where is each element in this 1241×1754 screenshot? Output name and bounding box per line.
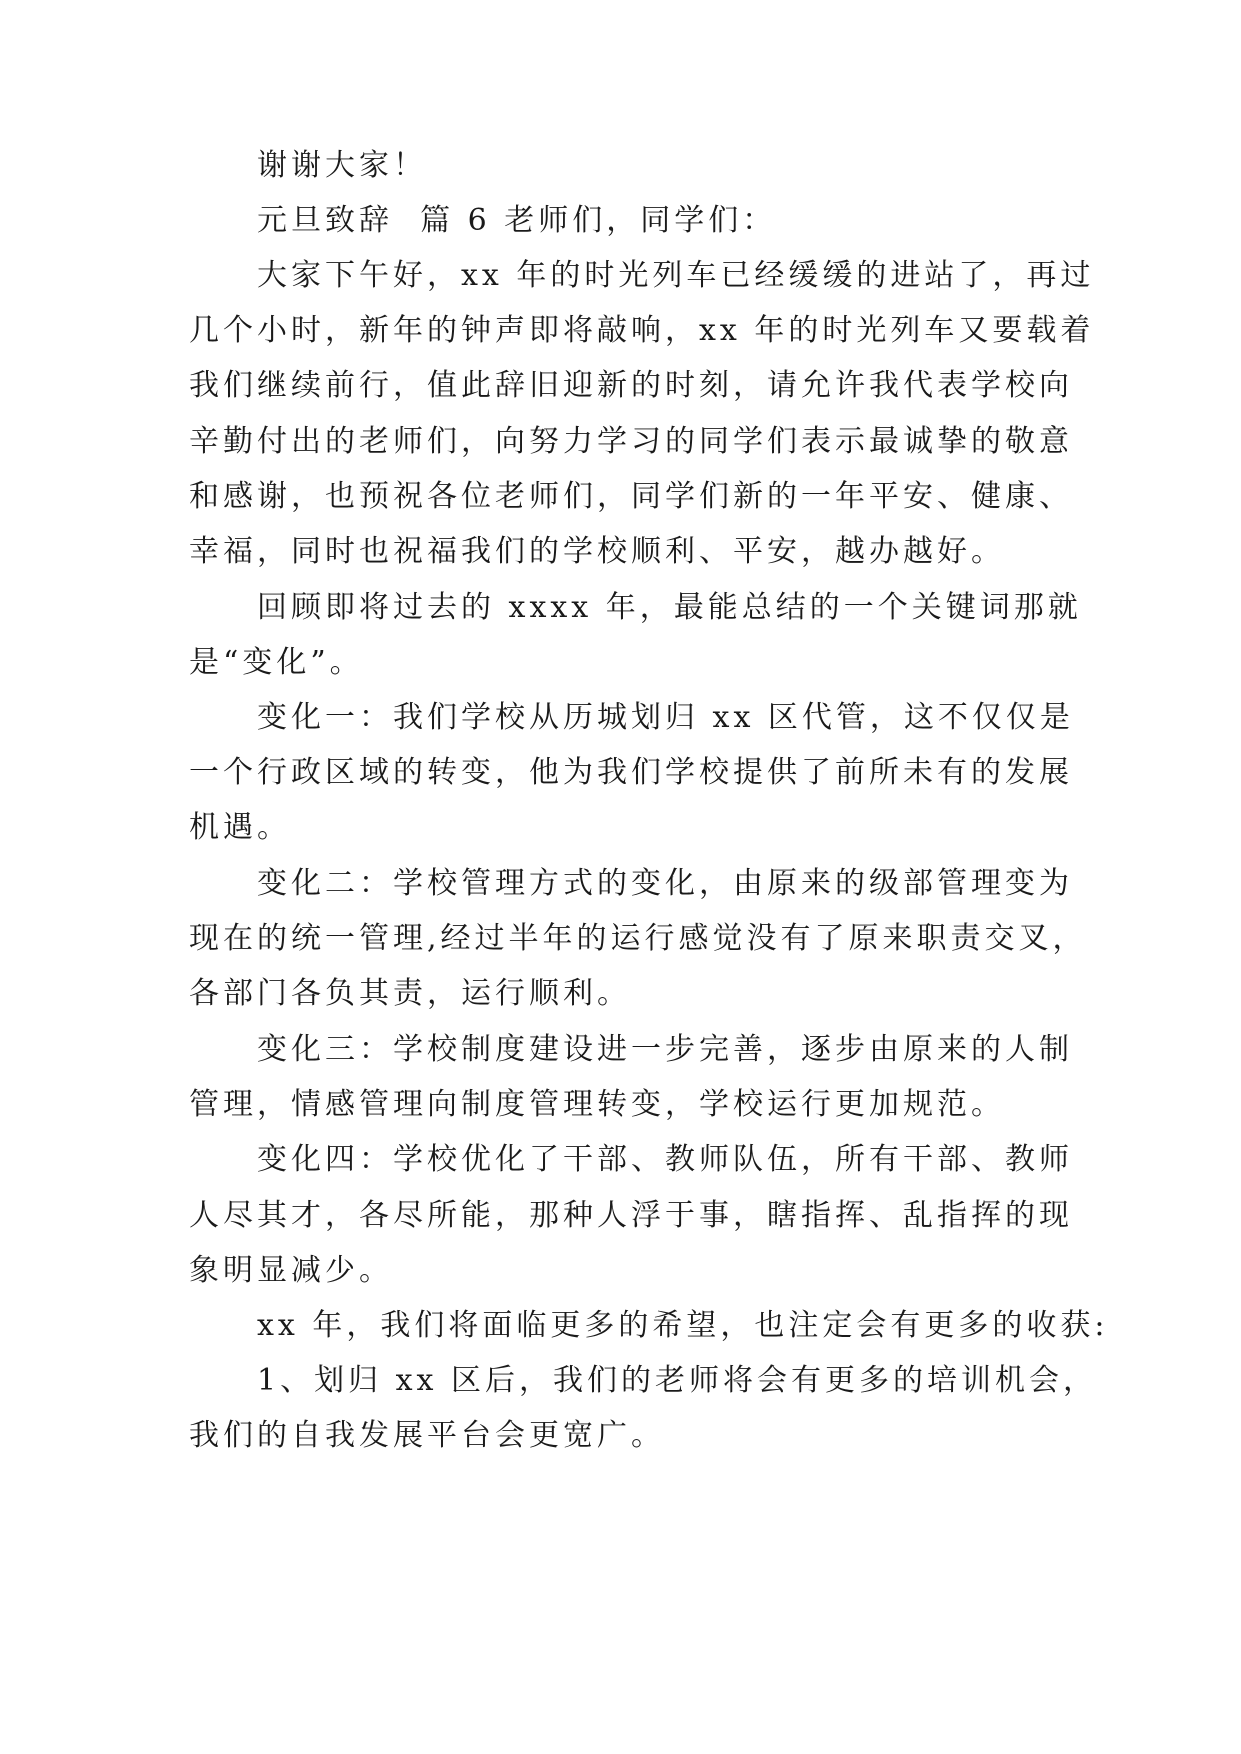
text-line: 人尽其才，各尽所能，那种人浮于事，瞎指挥、乱指挥的现: [189, 1198, 1073, 1233]
text-line: 变化二：学校管理方式的变化，由原来的级部管理变为: [257, 866, 1073, 901]
text-line: 是“变化”。: [189, 645, 364, 680]
text-line: 1、划归 xx 区后，我们的老师将会有更多的培训机会，: [257, 1363, 1097, 1398]
text-line: xx 年，我们将面临更多的希望，也注定会有更多的收获:: [257, 1308, 1109, 1343]
text-line: 和感谢，也预祝各位老师们，同学们新的一年平安、健康、: [189, 479, 1073, 514]
text-line: 变化三：学校制度建设进一步完善，逐步由原来的人制: [257, 1032, 1073, 1067]
text-line: 一个行政区域的转变，他为我们学校提供了前所未有的发展: [189, 755, 1073, 790]
text-line: 我们继续前行，值此辞旧迎新的时刻，请允许我代表学校向: [189, 368, 1073, 403]
text-line: 大家下午好，xx 年的时光列车已经缓缓的进站了，再过: [257, 258, 1095, 293]
text-line: 各部门各负其责，运行顺利。: [189, 976, 631, 1011]
text-line: 元旦致辞 篇 6 老师们，同学们：: [257, 203, 777, 238]
text-line: 回顾即将过去的 xxxx 年，最能总结的一个关键词那就: [257, 590, 1082, 625]
text-line: 现在的统一管理,经过半年的运行感觉没有了原来职责交叉，: [189, 921, 1087, 956]
text-line: 机遇。: [189, 810, 291, 845]
text-line: 辛勤付出的老师们，向努力学习的同学们表示最诚挚的敬意: [189, 424, 1073, 459]
text-line: 幸福，同时也祝福我们的学校顺利、平安，越办越好。: [189, 534, 1005, 569]
text-line: 几个小时，新年的钟声即将敲响，xx 年的时光列车又要载着: [189, 313, 1095, 348]
text-line: 管理，情感管理向制度管理转变，学校运行更加规范。: [189, 1087, 1005, 1122]
text-line: 我们的自我发展平台会更宽广。: [189, 1418, 665, 1453]
text-line: 变化一：我们学校从历城划归 xx 区代管，这不仅仅是: [257, 700, 1074, 735]
text-line: 谢谢大家！: [257, 148, 427, 183]
text-line: 象明显减少。: [189, 1253, 393, 1288]
text-line: 变化四：学校优化了干部、教师队伍，所有干部、教师: [257, 1142, 1073, 1177]
